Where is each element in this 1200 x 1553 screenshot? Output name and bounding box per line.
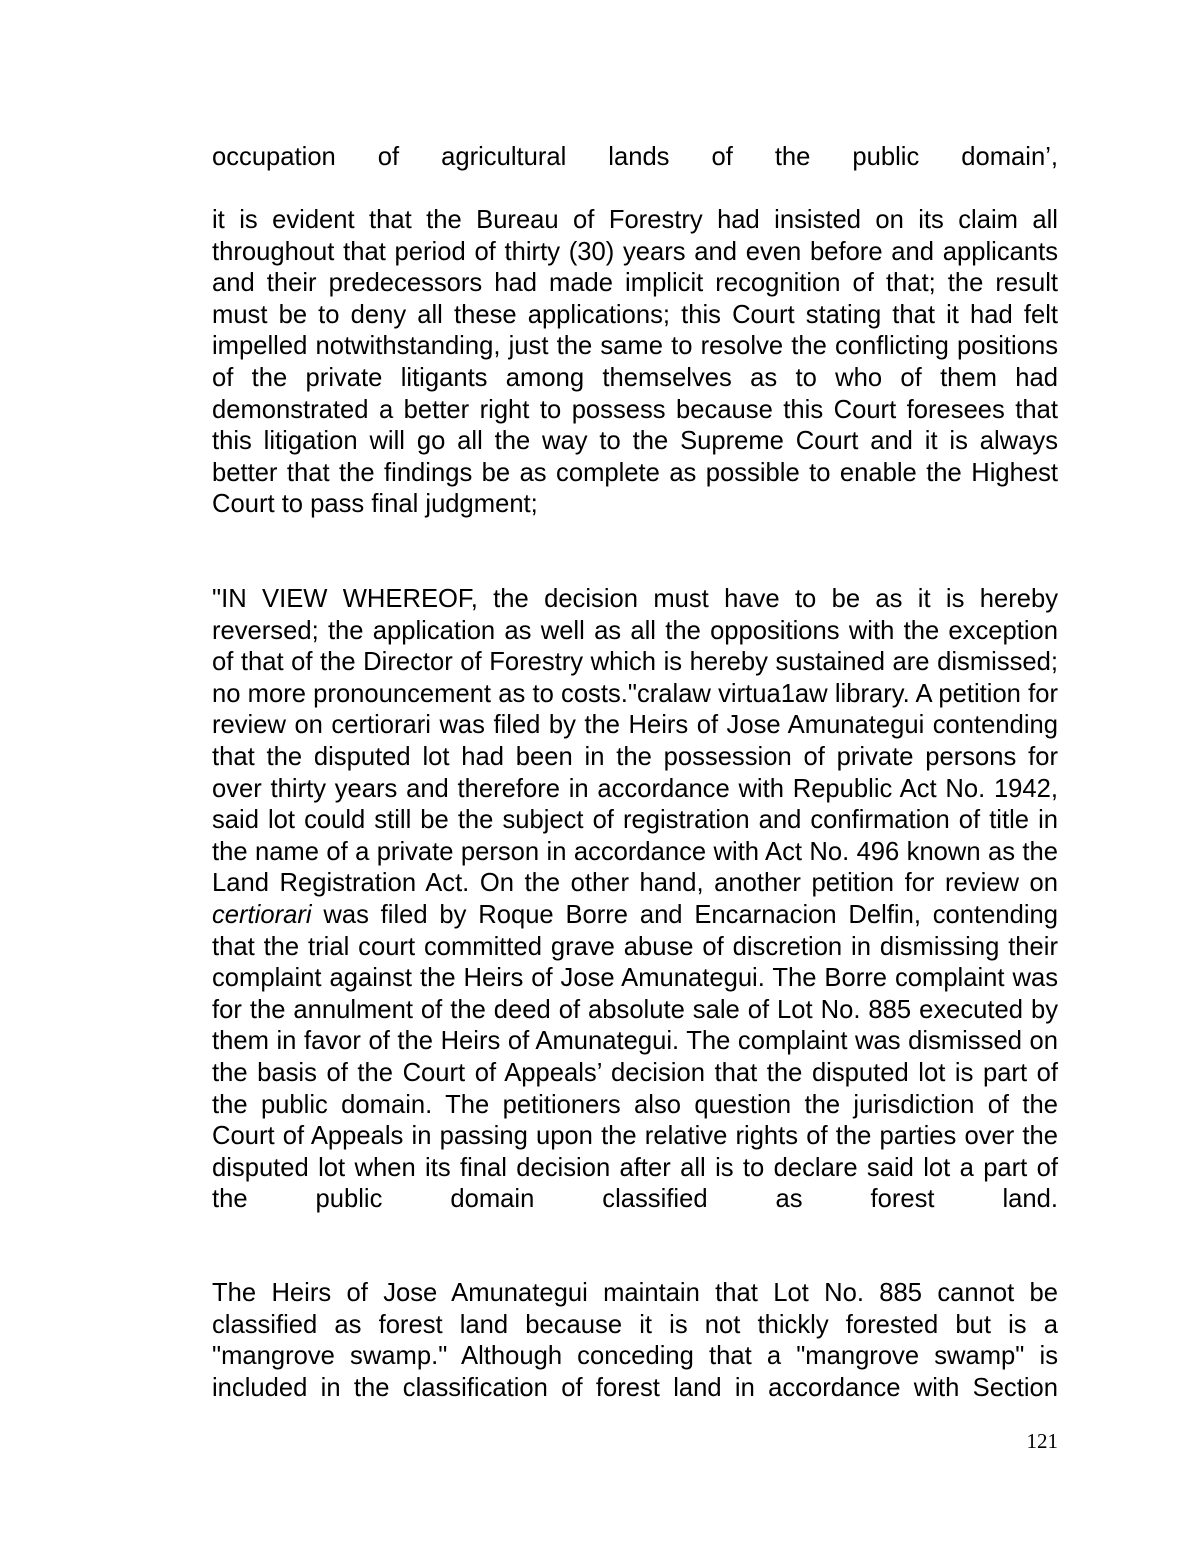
view-paragraph-part1: "IN VIEW WHEREOF, the decision must have to be as it is hereby reversed; the application as well as all the oppositions with the exception of that of the Director of Forestry which is hereby sustained are dismissed; no more pronouncement as to costs."cralaw virtua1aw library. A petition for review on certiorari was filed by the Heirs of Jose Amunategui contending that the disputed lot had been in the possession of private persons for over thirty years and therefore in accordance with Republic Act No. 1942, said lot could still be the subject of registration and confirmation of title in the name of a private person in accordance with Act No. 496 known as the Land Registration Act. On the other hand, another petition for review on (212, 585, 1058, 898)
view-paragraph-part2: was filed by Roque Borre and Encarnacion Delfin, contending that the trial court committed grave abuse of discretion in dismissing their complaint against the Heirs of Jose Amunategui. The Borre complaint was for the annulment of the deed of absolute sale of Lot No. 885 executed by them in favor of the Heirs of Amunategui. The complaint was dismissed on the basis of the Court of Appeals’ decision that the disputed lot is part of the public domain. The petitioners also question the jurisdiction of the Court of Appeals in passing upon the relative rights of the parties over the disputed lot when its final decision after all is to declare said lot a part of the public domain classified as forest land. (212, 900, 1058, 1214)
evident-paragraph: it is evident that the Bureau of Forestry had insisted on its claim all throughout that period of thirty (30) years and even before and applicants and their predecessors had made implicit recognition of that; the result must be to deny all these applications; this Court stating that it had felt impelled notwithstanding, just the same to resolve the conflicting positions of the private litigants among themselves as to who of them had demonstrated a better right to possess because this Court foresees that this litigation will go all the way to the Supreme Court and it is always better that the findings be as complete as possible to enable the Highest Court to pass final judgment; (212, 206, 1058, 519)
view-whereof-paragraph (212, 584, 1058, 1216)
heirs-paragraph: The Heirs of Jose Amunategui maintain that Lot No. 885 cannot be classified as forest land because it is not thickly forested but is a "mangrove swamp." Although conceding that a "mangrove swamp" is included in the classification of forest land in accordance with Section (212, 1279, 1058, 1402)
certiorari-italic: certiorari (212, 900, 312, 929)
page-number: 121 (1026, 1429, 1058, 1453)
intro-line: occupation of agricultural lands of the public domain’, (212, 143, 1058, 171)
